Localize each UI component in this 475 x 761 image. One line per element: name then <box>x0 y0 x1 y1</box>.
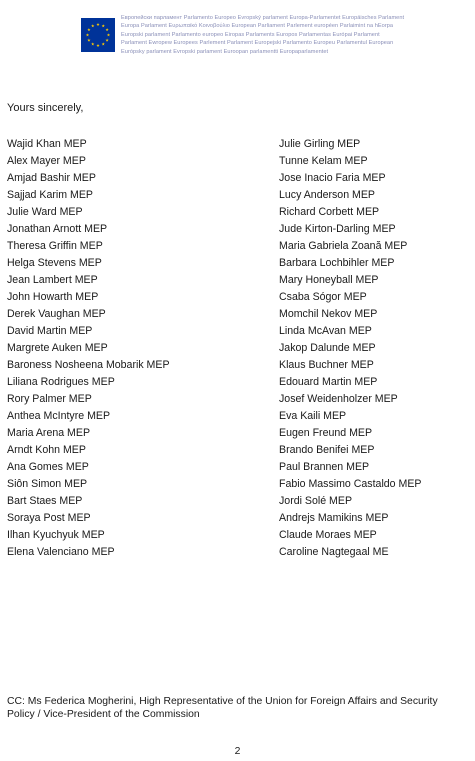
closing-salutation: Yours sincerely, <box>7 102 84 114</box>
letterhead-line: Европейски парламент Parlamento Europeo Evropský parlament Europa-Parlamentet Europäisches Parlament <box>121 15 405 21</box>
signatory-name: Jose Inacio Faria MEP <box>279 172 386 184</box>
signatory-name: Mary Honeyball MEP <box>279 274 379 286</box>
signatory-name: Paul Brannen MEP <box>279 461 370 473</box>
signatory-name: Bart Staes MEP <box>7 495 83 507</box>
signatory-name: Siôn Simon MEP <box>7 478 88 490</box>
signatory-name: Wajid Khan MEP <box>7 138 87 150</box>
signatory-name: Klaus Buchner MEP <box>279 359 374 371</box>
letterhead-line: Európsky parlament Evropski parlament Euroopan parlamentti Europaparlamentet <box>121 48 329 55</box>
signatory-name: Ana Gomes MEP <box>7 461 89 473</box>
signatory-name: Jordi Solé MEP <box>279 495 353 507</box>
signatory-name: Jean Lambert MEP <box>7 274 98 286</box>
signatory-name: Eugen Freund MEP <box>279 427 373 439</box>
signatory-name: Baroness Nosheena Mobarik MEP <box>7 359 170 371</box>
page-number: 2 <box>234 746 241 757</box>
letterhead-line: Parlament Ewropew Europees Parlement Parlament Europejski Parlamento Europeu Parlamentul European <box>121 40 394 47</box>
signatory-name: Elena Valenciano MEP <box>7 546 115 558</box>
signatory-name: Anthea McIntyre MEP <box>7 410 111 422</box>
signatory-name: Julie Ward MEP <box>7 206 83 218</box>
signatory-name: John Howarth MEP <box>7 291 99 303</box>
signatory-name: Helga Stevens MEP <box>7 257 102 269</box>
signatory-name: Ilhan Kyuchyuk MEP <box>7 529 105 541</box>
signatory-name: Momchil Nekov MEP <box>279 308 378 320</box>
signatories-left-column <box>7 136 170 561</box>
eu-flag-icon <box>81 18 115 52</box>
signatory-name: Lucy Anderson MEP <box>279 189 375 201</box>
signatory-name: Barbara Lochbihler MEP <box>279 257 395 269</box>
signatory-name: Jonathan Arnott MEP <box>7 223 108 235</box>
signatory-name: Edouard Martin MEP <box>279 376 378 388</box>
signatory-name: Theresa Griffin MEP <box>7 240 103 252</box>
signatory-name: David Martin MEP <box>7 325 93 337</box>
signatory-name: Maria Gabriela Zoană MEP <box>279 240 408 252</box>
signatory-name: Maria Arena MEP <box>7 427 91 439</box>
signatory-name: Andrejs Mamikins MEP <box>279 512 389 524</box>
signatory-name: Alex Mayer MEP <box>7 155 86 167</box>
letterhead-line: Europa Parlament Ευρωπαϊκό Κοινοβούλιο European Parliament Parlement européen Parlaimint na hEorpa <box>121 23 394 30</box>
signatories-right-column <box>279 136 421 561</box>
signatory-name: Josef Weidenholzer MEP <box>279 393 398 405</box>
letterhead-parliament-names <box>121 14 461 56</box>
signatory-name: Margrete Auken MEP <box>7 342 108 354</box>
signatory-name: Tunne Kelam MEP <box>279 155 368 167</box>
cc-line: CC: Ms Federica Mogherini, High Representative of the Union for Foreign Affairs and Security Policy / Vice-President of the Commission <box>7 696 438 720</box>
signatory-name: Amjad Bashir MEP <box>7 172 96 184</box>
signatory-name: Caroline Nagtegaal ME <box>279 546 389 558</box>
signatory-name: Arndt Kohn MEP <box>7 444 86 456</box>
signatory-name: Derek Vaughan MEP <box>7 308 106 320</box>
signatory-name: Jakop Dalunde MEP <box>279 342 376 354</box>
letterhead <box>81 14 461 72</box>
letterhead-line: Europski parlament Parlamento europeo Eiropas Parlaments Europos Parlamentas Európai Parlament <box>121 31 380 38</box>
signatory-name: Claude Moraes MEP <box>279 529 377 541</box>
signatory-name: Julie Girling MEP <box>279 138 361 150</box>
signatory-name: Csaba Sógor MEP <box>279 291 367 303</box>
signatory-name: Rory Palmer MEP <box>7 393 92 405</box>
signatory-name: Richard Corbett MEP <box>279 206 380 218</box>
signatory-name: Linda McAvan MEP <box>279 325 372 337</box>
signatory-name: Soraya Post MEP <box>7 512 91 524</box>
signatory-name: Liliana Rodrigues MEP <box>7 376 115 388</box>
signatory-name: Eva Kaili MEP <box>279 410 347 422</box>
signatory-name: Brando Benifei MEP <box>279 444 375 456</box>
signatory-name: Jude Kirton-Darling MEP <box>279 223 396 235</box>
signatory-name: Sajjad Karim MEP <box>7 189 93 201</box>
signatory-name: Fabio Massimo Castaldo MEP <box>279 478 422 490</box>
